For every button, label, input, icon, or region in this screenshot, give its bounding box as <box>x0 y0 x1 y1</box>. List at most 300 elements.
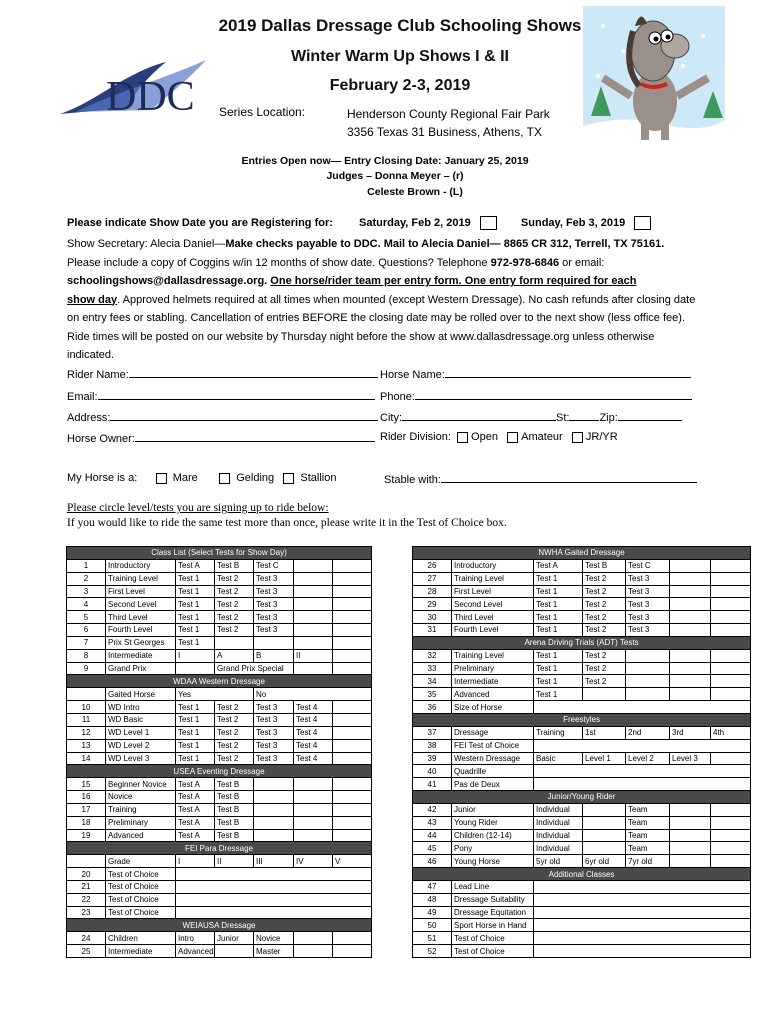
test-option[interactable]: No <box>254 688 372 701</box>
test-option[interactable]: Test B <box>215 791 254 804</box>
test-option[interactable]: Test 1 <box>534 662 583 675</box>
table-row[interactable] <box>67 585 372 598</box>
table-row[interactable] <box>67 829 372 842</box>
table-row[interactable] <box>67 701 372 714</box>
class-number <box>67 688 106 701</box>
table-row[interactable] <box>413 701 751 714</box>
show-title: 2019 Dallas Dressage Club Schooling Shows <box>218 16 582 35</box>
test-option[interactable]: Test A <box>176 791 215 804</box>
class-number: 12 <box>67 726 106 739</box>
class-number: 33 <box>413 662 452 675</box>
test-option <box>333 585 372 598</box>
class-number: 14 <box>67 752 106 765</box>
table-row[interactable] <box>67 559 372 572</box>
class-name: Junior <box>452 803 534 816</box>
test-option <box>670 675 711 688</box>
test-option <box>294 803 333 816</box>
test-option[interactable]: I <box>176 649 215 662</box>
test-option[interactable]: Test 1 <box>176 752 215 765</box>
test-option[interactable]: Test A <box>176 803 215 816</box>
test-option[interactable]: Test 1 <box>534 585 583 598</box>
table-row[interactable] <box>67 816 372 829</box>
test-option[interactable]: Test A <box>534 559 583 572</box>
test-option[interactable]: 7yr old <box>626 855 670 868</box>
class-number: 27 <box>413 572 452 585</box>
class-name: Test of Choice <box>452 932 534 945</box>
test-option[interactable]: Test 3 <box>626 585 670 598</box>
table-row[interactable] <box>67 611 372 624</box>
test-option[interactable]: Test 3 <box>254 713 294 726</box>
class-number: 36 <box>413 701 452 714</box>
table-row[interactable] <box>67 739 372 752</box>
table-row[interactable] <box>67 803 372 816</box>
test-option[interactable]: V <box>333 855 372 868</box>
test-option[interactable]: III <box>254 855 294 868</box>
test-option[interactable]: Test 1 <box>176 624 215 637</box>
table-row[interactable] <box>413 598 751 611</box>
class-name: Intermediate <box>106 945 176 958</box>
test-option[interactable]: Test 2 <box>215 572 254 585</box>
test-option[interactable]: Test 1 <box>176 726 215 739</box>
table-row[interactable] <box>67 726 372 739</box>
test-option[interactable]: Test 2 <box>583 662 626 675</box>
test-option <box>294 598 333 611</box>
test-option[interactable]: Test 1 <box>534 675 583 688</box>
test-option <box>711 611 751 624</box>
class-name: Dressage Equitation <box>452 906 534 919</box>
rider-division-label: Rider Division: <box>380 431 451 443</box>
test-option[interactable]: Test 3 <box>254 739 294 752</box>
test-option[interactable]: Test 2 <box>215 726 254 739</box>
table-row[interactable] <box>67 945 372 958</box>
test-option <box>294 559 333 572</box>
table-row[interactable] <box>413 893 751 906</box>
location-address: 3356 Texas 31 Business, Athens, TX <box>347 125 543 139</box>
test-option[interactable]: Test B <box>215 816 254 829</box>
table-row[interactable] <box>413 624 751 637</box>
class-number: 5 <box>67 611 106 624</box>
table-row[interactable] <box>67 893 372 906</box>
test-option <box>333 701 372 714</box>
test-option <box>333 559 372 572</box>
write-in-field[interactable] <box>176 906 372 919</box>
test-option <box>294 662 333 675</box>
test-option[interactable]: Test 2 <box>583 675 626 688</box>
zip-field[interactable] <box>618 410 682 421</box>
test-option[interactable]: Level 1 <box>583 752 626 765</box>
test-option[interactable]: B <box>254 649 294 662</box>
table-row[interactable] <box>67 868 372 881</box>
table-row[interactable] <box>67 932 372 945</box>
class-number: 40 <box>413 765 452 778</box>
test-option[interactable]: Test 3 <box>626 598 670 611</box>
section-header: FEI Para Dressage <box>67 842 372 855</box>
class-number: 4 <box>67 598 106 611</box>
test-option <box>670 829 711 842</box>
table-row[interactable] <box>67 855 372 868</box>
table-row[interactable] <box>413 829 751 842</box>
class-number: 32 <box>413 649 452 662</box>
test-option <box>215 636 254 649</box>
table-row[interactable] <box>413 611 751 624</box>
test-option[interactable]: Test 3 <box>254 611 294 624</box>
write-in-field[interactable] <box>534 739 751 752</box>
test-option[interactable]: Test 4 <box>294 739 333 752</box>
test-option <box>254 829 294 842</box>
test-option[interactable]: Test A <box>176 816 215 829</box>
cartoon-horse-icon <box>583 6 725 146</box>
write-in-field[interactable] <box>534 932 751 945</box>
write-in-field[interactable] <box>534 701 751 714</box>
test-option[interactable]: II <box>215 855 254 868</box>
test-option[interactable]: Individual <box>534 816 583 829</box>
test-option[interactable]: Test A <box>176 829 215 842</box>
test-option <box>711 585 751 598</box>
test-option <box>626 688 670 701</box>
test-option <box>254 636 294 649</box>
test-option[interactable]: Test 3 <box>254 585 294 598</box>
test-option[interactable]: Test 2 <box>583 624 626 637</box>
class-number: 6 <box>67 624 106 637</box>
write-in-field[interactable] <box>534 778 751 791</box>
test-option[interactable]: Test A <box>176 559 215 572</box>
class-name: Grand Prix <box>106 662 176 675</box>
test-option[interactable]: Test 2 <box>215 611 254 624</box>
test-option[interactable]: Test 1 <box>534 611 583 624</box>
test-option[interactable]: Test 2 <box>583 585 626 598</box>
test-option[interactable]: Test 2 <box>215 701 254 714</box>
table-row[interactable] <box>413 919 751 932</box>
test-option[interactable]: Junior <box>215 932 254 945</box>
write-in-field[interactable] <box>534 906 751 919</box>
test-option[interactable]: Novice <box>254 932 294 945</box>
table-row[interactable] <box>413 778 751 791</box>
test-option[interactable]: Test 2 <box>215 739 254 752</box>
table-row[interactable] <box>67 636 372 649</box>
test-option[interactable]: Test 2 <box>215 598 254 611</box>
class-name: Intermediate <box>452 675 534 688</box>
class-number: 21 <box>67 880 106 893</box>
test-option[interactable]: Individual <box>534 842 583 855</box>
class-number: 23 <box>67 906 106 919</box>
class-name: Third Level <box>106 611 176 624</box>
class-number: 24 <box>67 932 106 945</box>
test-option[interactable]: A <box>215 649 254 662</box>
test-option[interactable]: I <box>176 855 215 868</box>
table-row[interactable] <box>67 572 372 585</box>
test-option[interactable]: II <box>294 649 333 662</box>
test-option <box>254 791 294 804</box>
rider-name-field[interactable] <box>129 367 378 378</box>
logo-text: DDC <box>106 74 195 120</box>
test-option[interactable]: Test B <box>215 803 254 816</box>
class-name: Sport Horse in Hand <box>452 919 534 932</box>
table-row[interactable] <box>67 688 372 701</box>
table-row[interactable] <box>413 945 751 958</box>
stallion-checkbox[interactable] <box>283 473 294 484</box>
test-option[interactable]: Test 3 <box>626 611 670 624</box>
jryr-label: JR/YR <box>585 431 618 443</box>
section-header: Additional Classes <box>413 868 751 881</box>
test-option <box>626 649 670 662</box>
table-row[interactable] <box>413 765 751 778</box>
test-option[interactable]: Test 2 <box>583 649 626 662</box>
table-row[interactable] <box>413 585 751 598</box>
class-number: 37 <box>413 726 452 739</box>
test-option <box>333 649 372 662</box>
table-row[interactable] <box>413 932 751 945</box>
section-header-row <box>67 547 372 560</box>
test-option[interactable]: Test 3 <box>254 624 294 637</box>
test-option[interactable]: Test 3 <box>254 572 294 585</box>
test-option <box>670 611 711 624</box>
class-number: 28 <box>413 585 452 598</box>
test-option[interactable]: Test B <box>215 829 254 842</box>
mare-checkbox[interactable] <box>156 473 167 484</box>
test-option[interactable]: Basic <box>534 752 583 765</box>
table-row[interactable] <box>413 688 751 701</box>
test-option <box>670 598 711 611</box>
test-option[interactable]: Test 3 <box>254 726 294 739</box>
test-option[interactable]: Team <box>626 803 670 816</box>
test-option[interactable]: Test 1 <box>176 572 215 585</box>
class-number: 9 <box>67 662 106 675</box>
zip-label: Zip: <box>599 412 618 424</box>
test-option[interactable]: Test 3 <box>626 624 670 637</box>
test-option[interactable]: Yes <box>176 688 254 701</box>
test-option <box>294 585 333 598</box>
test-option[interactable]: Test 1 <box>534 624 583 637</box>
test-option[interactable]: Test 1 <box>176 713 215 726</box>
test-option[interactable]: Level 3 <box>670 752 711 765</box>
open-checkbox[interactable] <box>457 432 468 443</box>
test-option[interactable]: Test C <box>254 559 294 572</box>
class-number: 11 <box>67 713 106 726</box>
class-name: Second Level <box>452 598 534 611</box>
section-header: Freestyles <box>413 713 751 726</box>
test-option[interactable]: Test 4 <box>294 752 333 765</box>
test-option[interactable]: Level 2 <box>626 752 670 765</box>
section-header: Arena Driving Trials (ADT) Tests <box>413 636 751 649</box>
table-row[interactable] <box>67 752 372 765</box>
table-row[interactable] <box>67 662 372 675</box>
test-option[interactable]: 5yr old <box>534 855 583 868</box>
class-number: 49 <box>413 906 452 919</box>
test-option[interactable]: Test 4 <box>294 701 333 714</box>
test-option[interactable]: Test 1 <box>534 598 583 611</box>
jryr-checkbox[interactable] <box>572 432 583 443</box>
email-address[interactable]: schoolingshows@dallasdressage.org. <box>67 275 268 287</box>
write-in-field[interactable] <box>534 945 751 958</box>
test-option[interactable]: Test 1 <box>176 739 215 752</box>
section-header: WEIAUSA Dressage <box>67 919 372 932</box>
class-number: 46 <box>413 855 452 868</box>
write-in-field[interactable] <box>534 893 751 906</box>
section-header-row <box>413 791 751 804</box>
class-name: Lead Line <box>452 880 534 893</box>
test-option <box>333 945 372 958</box>
table-row[interactable] <box>413 906 751 919</box>
class-number: 30 <box>413 611 452 624</box>
test-option[interactable]: Grand Prix Special <box>215 662 294 675</box>
table-row[interactable] <box>413 726 751 739</box>
email-field[interactable] <box>98 389 375 400</box>
write-in-field[interactable] <box>176 893 372 906</box>
table-row[interactable] <box>67 906 372 919</box>
test-option[interactable]: 6yr old <box>583 855 626 868</box>
test-option[interactable]: Test 1 <box>534 649 583 662</box>
test-option[interactable]: Test 2 <box>583 611 626 624</box>
table-row[interactable] <box>413 752 751 765</box>
class-number: 51 <box>413 932 452 945</box>
test-option[interactable]: 4th <box>711 726 751 739</box>
class-number: 18 <box>67 816 106 829</box>
test-option[interactable]: 2nd <box>626 726 670 739</box>
test-option[interactable]: IV <box>294 855 333 868</box>
sunday-checkbox[interactable] <box>634 216 651 230</box>
rules-text: . Approved helmets required at all times when mounted (except Western Dressage). No cash refunds after closing date on entry fees or stabling. Cancellation of entries BEFORE the closing date may be rolled over to the next show (less office fee). Ride times will be posted on our website by Thursday night before the show at www.dallasdressage.org unless otherwise indicated. <box>67 293 696 361</box>
test-option <box>333 572 372 585</box>
test-option[interactable]: Test 2 <box>215 752 254 765</box>
stable-with-field[interactable] <box>441 472 697 483</box>
test-option[interactable]: Test 2 <box>215 624 254 637</box>
section-header-row <box>413 713 751 726</box>
table-row[interactable] <box>413 675 751 688</box>
test-option[interactable]: Training <box>534 726 583 739</box>
test-option[interactable]: Team <box>626 816 670 829</box>
class-name: Preliminary <box>106 816 176 829</box>
table-row[interactable] <box>413 855 751 868</box>
write-in-field[interactable] <box>534 880 751 893</box>
section-header-row <box>67 675 372 688</box>
class-name: Prix St Georges <box>106 636 176 649</box>
section-header: USEA Eventing Dressage <box>67 765 372 778</box>
class-number: 39 <box>413 752 452 765</box>
test-option[interactable]: Test 2 <box>215 713 254 726</box>
test-option <box>670 842 711 855</box>
horse-name-field[interactable] <box>445 367 691 378</box>
test-option[interactable]: Test C <box>626 559 670 572</box>
horse-owner-field[interactable] <box>135 431 375 442</box>
class-name: Young Rider <box>452 816 534 829</box>
class-name: Beginner Novice <box>106 778 176 791</box>
table-row[interactable] <box>413 880 751 893</box>
test-option <box>711 688 751 701</box>
test-option[interactable]: Test B <box>583 559 626 572</box>
right-class-table <box>412 546 751 958</box>
test-option[interactable]: Test B <box>215 559 254 572</box>
table-row[interactable] <box>413 572 751 585</box>
test-option[interactable]: Test 1 <box>534 688 583 701</box>
horse-name-label: Horse Name: <box>380 369 445 381</box>
test-option[interactable]: Team <box>626 842 670 855</box>
table-row[interactable] <box>67 624 372 637</box>
table-row[interactable] <box>413 649 751 662</box>
saturday-checkbox[interactable] <box>480 216 497 230</box>
show-date-prompt: Please indicate Show Date you are Registering for: <box>67 216 333 229</box>
write-in-field[interactable] <box>176 880 372 893</box>
test-option[interactable]: Test 1 <box>176 598 215 611</box>
test-option[interactable]: Test 1 <box>176 636 215 649</box>
test-option[interactable]: Test 2 <box>583 572 626 585</box>
amateur-checkbox[interactable] <box>507 432 518 443</box>
test-option[interactable]: Test 3 <box>254 701 294 714</box>
class-name: Training Level <box>452 649 534 662</box>
test-option[interactable]: Test 1 <box>176 585 215 598</box>
class-name: Test of Choice <box>106 893 176 906</box>
class-name: WD Level 1 <box>106 726 176 739</box>
write-in-field[interactable] <box>534 765 751 778</box>
class-number: 7 <box>67 636 106 649</box>
test-option[interactable]: 3rd <box>670 726 711 739</box>
phone-field[interactable] <box>415 389 692 400</box>
test-option[interactable]: Team <box>626 829 670 842</box>
test-option[interactable]: 1st <box>583 726 626 739</box>
test-option <box>670 585 711 598</box>
test-option[interactable]: Test 1 <box>176 611 215 624</box>
series-location-label: Series Location: <box>219 105 306 119</box>
test-option[interactable]: Test 1 <box>176 701 215 714</box>
test-option[interactable]: Test 4 <box>294 726 333 739</box>
table-row[interactable] <box>67 598 372 611</box>
test-option[interactable]: Master <box>254 945 294 958</box>
state-field[interactable] <box>569 410 599 421</box>
test-option[interactable]: Test B <box>215 778 254 791</box>
class-name: Quadrille <box>452 765 534 778</box>
table-row[interactable] <box>67 791 372 804</box>
test-option[interactable]: Individual <box>534 829 583 842</box>
test-option[interactable]: Test 3 <box>254 598 294 611</box>
test-option[interactable]: Test A <box>176 778 215 791</box>
gelding-checkbox[interactable] <box>219 473 230 484</box>
table-row[interactable] <box>413 662 751 675</box>
test-option[interactable]: Test 1 <box>534 572 583 585</box>
table-row[interactable] <box>413 816 751 829</box>
table-row[interactable] <box>67 778 372 791</box>
test-option[interactable]: Test 3 <box>626 572 670 585</box>
class-name: FEI Test of Choice <box>452 739 534 752</box>
table-row[interactable] <box>413 739 751 752</box>
table-row[interactable] <box>413 842 751 855</box>
test-option[interactable]: Intro <box>176 932 215 945</box>
class-name: WD Intro <box>106 701 176 714</box>
city-field[interactable] <box>402 410 556 421</box>
class-number: 25 <box>67 945 106 958</box>
write-in-field[interactable] <box>176 868 372 881</box>
test-option <box>583 816 626 829</box>
class-name: Pas de Deux <box>452 778 534 791</box>
test-option[interactable]: Test 2 <box>215 585 254 598</box>
table-row[interactable] <box>413 559 751 572</box>
test-option <box>711 855 751 868</box>
class-number: 22 <box>67 893 106 906</box>
test-option[interactable]: Advanced <box>176 945 215 958</box>
test-option[interactable]: Test 2 <box>583 598 626 611</box>
test-option <box>333 829 372 842</box>
show-day-rule: show day <box>67 293 118 306</box>
test-option[interactable]: Test 3 <box>254 752 294 765</box>
test-option[interactable]: Individual <box>534 803 583 816</box>
table-row[interactable] <box>413 803 751 816</box>
table-row[interactable] <box>67 880 372 893</box>
test-option <box>670 559 711 572</box>
table-row[interactable] <box>67 713 372 726</box>
address-field[interactable] <box>110 410 378 421</box>
class-number: 13 <box>67 739 106 752</box>
test-option[interactable]: Test 4 <box>294 713 333 726</box>
write-in-field[interactable] <box>534 919 751 932</box>
table-row[interactable] <box>67 649 372 662</box>
